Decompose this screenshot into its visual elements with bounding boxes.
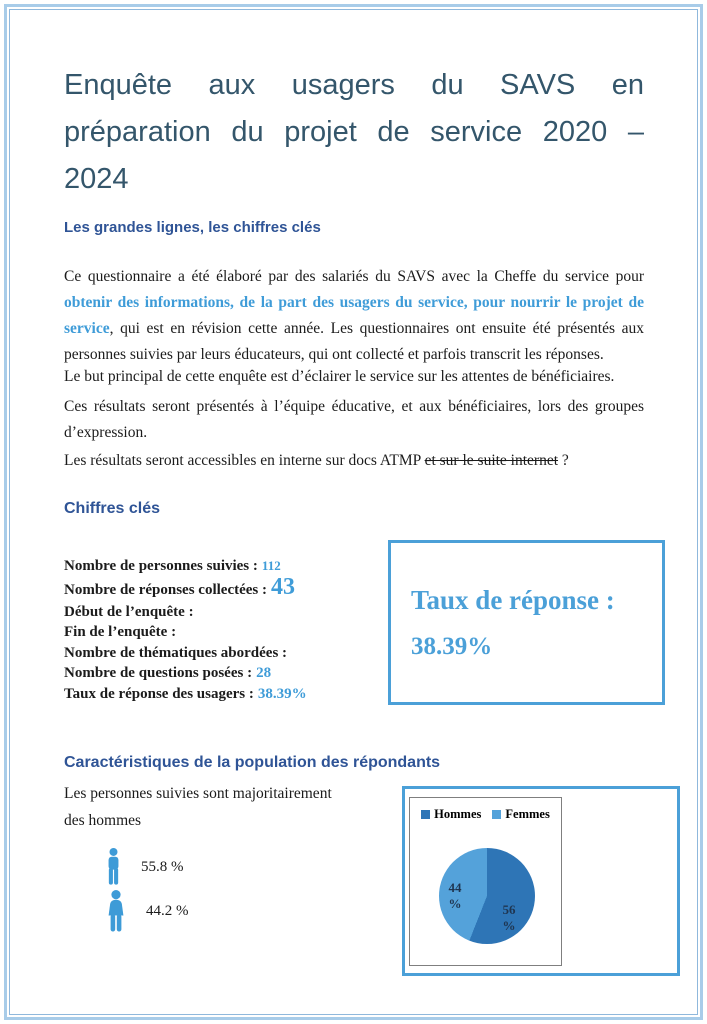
- legend-label-hommes: Hommes: [434, 807, 482, 821]
- p4-strikethrough-text: et sur le suite internet: [424, 452, 559, 469]
- stat-label: Nombre de thématiques abordées :: [64, 644, 288, 661]
- stat-label: Nombre de réponses collectées :: [64, 581, 267, 598]
- p4-text-end: ?: [558, 452, 569, 469]
- p1-accent-text: obtenir des informations, de la part des usagers du service, pour nourrir le projet de service: [64, 294, 644, 337]
- paragraph-access: [64, 448, 644, 474]
- stat-row-questions-posees: [64, 663, 404, 684]
- legend-item-femmes: [492, 807, 549, 822]
- stat-row-reponses-collectees: [64, 573, 404, 602]
- section-heading-population: Caractéristiques de la population des répondants: [64, 754, 441, 771]
- document-title: [64, 62, 644, 203]
- response-rate-label: Taux de réponse :: [411, 585, 615, 615]
- paragraph-presentation: Ces résultats seront présentés à l’équipe éducative, et aux bénéficiaires, lors des groupes d’expression.: [64, 398, 644, 441]
- stat-value: 43: [271, 573, 295, 600]
- stat-row-fin-enquete: [64, 622, 404, 643]
- response-rate-value: 38.39%: [411, 633, 493, 660]
- stat-row-personnes-suivies: [64, 556, 404, 577]
- population-intro-line-2: des hommes: [64, 812, 142, 829]
- title-line-3: 2024: [64, 163, 129, 195]
- title-line-2: préparation du projet de service 2020 –: [64, 116, 644, 148]
- legend-swatch-hommes-icon: [421, 810, 430, 819]
- man-icon: [103, 848, 124, 886]
- paragraph-intro: [64, 264, 644, 368]
- stat-row-thematiques: [64, 643, 404, 664]
- male-percentage: 55.8 %: [141, 858, 184, 875]
- stat-value: 38.39%: [257, 685, 307, 702]
- response-rate-box: [388, 540, 665, 705]
- stat-value: 112: [261, 558, 281, 573]
- population-intro-line-1: Les personnes suivies sont majoritairement: [64, 785, 332, 802]
- legend-label-femmes: Femmes: [505, 807, 550, 821]
- p1-text-end: , qui est en révision cette année. Les questionnaires ont ensuite été présentés aux personnes suivies par leurs éducateurs, qui ont collecté et parfois transcrit les réponses.: [64, 320, 644, 363]
- stat-label: Fin de l’enquête :: [64, 624, 177, 640]
- woman-icon: [103, 890, 129, 932]
- p4-text-start: Les résultats seront accessibles en interne sur docs ATMP: [64, 452, 425, 469]
- key-figures-list: [64, 556, 404, 704]
- male-percentage-row: [103, 848, 184, 886]
- stat-row-debut-enquete: [64, 602, 404, 623]
- femmes-value: 44: [448, 880, 462, 895]
- pie-label-hommes: [492, 902, 526, 934]
- legend-swatch-femmes-icon: [492, 810, 501, 819]
- hommes-value: 56: [502, 902, 516, 917]
- section-heading-key-figures: Chiffres clés: [64, 500, 161, 517]
- gender-chart-frame: [402, 786, 680, 976]
- chart-legend: [410, 807, 561, 822]
- stat-label: Taux de réponse des usagers :: [64, 685, 254, 702]
- stat-value: 28: [256, 665, 272, 681]
- stat-label: Nombre de questions posées :: [64, 665, 253, 681]
- paragraph-goal: Le but principal de cette enquête est d’éclairer le service sur les attentes de bénéficiaires.: [64, 368, 615, 385]
- femmes-unit: %: [448, 896, 462, 911]
- hommes-unit: %: [502, 918, 516, 933]
- title-line-1: Enquête aux usagers du SAVS en: [64, 69, 644, 101]
- stat-label: Nombre de personnes suivies :: [64, 558, 258, 574]
- stat-row-taux-reponse: [64, 684, 404, 705]
- female-percentage-row: [103, 890, 189, 932]
- section-heading-overview: Les grandes lignes, les chiffres clés: [64, 219, 321, 236]
- female-percentage: 44.2 %: [146, 902, 189, 919]
- pie-label-femmes: [438, 880, 472, 912]
- stat-label: Début de l’enquête :: [64, 603, 194, 620]
- population-intro: [64, 780, 384, 834]
- legend-item-hommes: [421, 807, 481, 822]
- gender-chart-plot-area: [409, 797, 562, 966]
- p1-text-start: Ce questionnaire a été élaboré par des salariés du SAVS avec la Cheffe du service pour: [64, 268, 644, 285]
